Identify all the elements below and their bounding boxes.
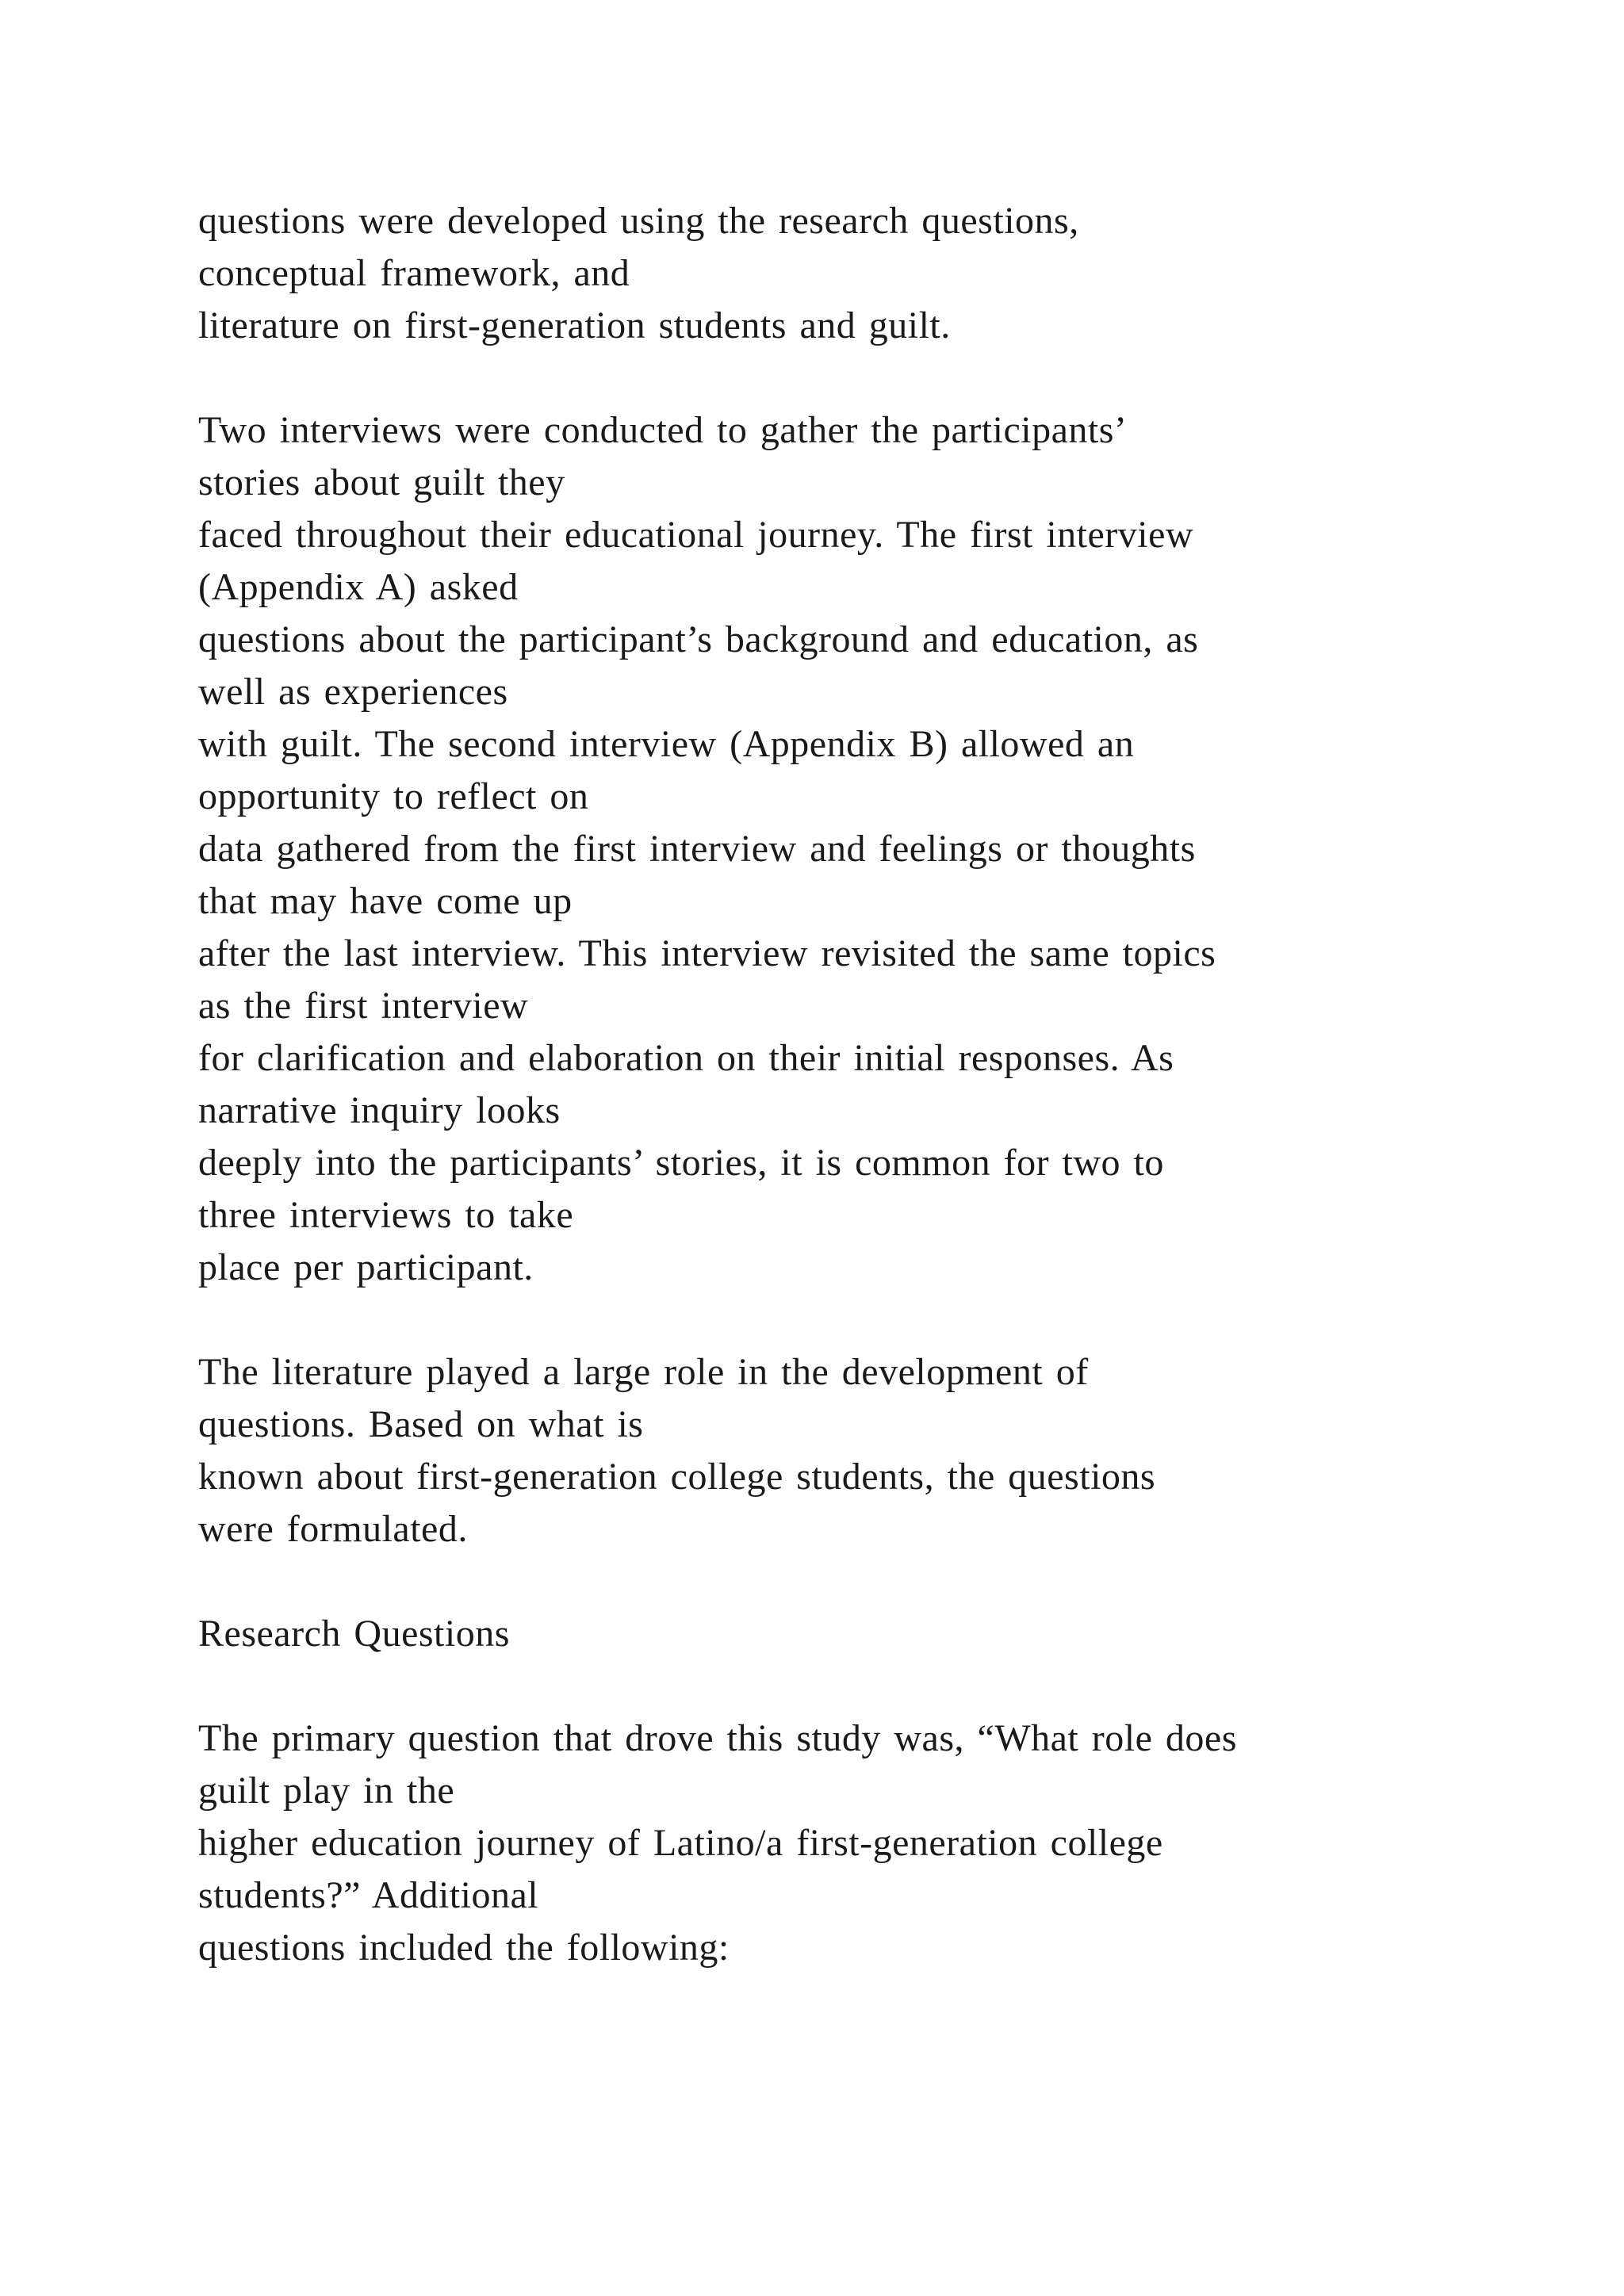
text-line: The literature played a large role in the development of: [198, 1351, 1089, 1393]
text-line: place per participant.: [198, 1246, 534, 1288]
text-line: The primary question that drove this study was, “What role does: [198, 1717, 1237, 1759]
paragraph-gap: [198, 1556, 1467, 1608]
text-line: narrative inquiry looks: [198, 1089, 561, 1131]
text-line: opportunity to reflect on: [198, 775, 589, 817]
text-line: known about first-generation college students, the questions: [198, 1456, 1156, 1498]
document-body: [198, 195, 1467, 1974]
paragraph: [198, 1346, 1467, 1556]
text-line: students?” Additional: [198, 1874, 539, 1916]
text-line: Research Questions: [198, 1613, 510, 1655]
text-line: questions were developed using the research questions,: [198, 200, 1079, 242]
text-line: questions included the following:: [198, 1927, 730, 1969]
text-line: Two interviews were conducted to gather the participants’: [198, 409, 1128, 451]
text-line: that may have come up: [198, 880, 573, 922]
section-heading: [198, 1608, 1467, 1660]
text-line: after the last interview. This interview revisited the same topics: [198, 932, 1216, 974]
text-line: (Appendix A) asked: [198, 566, 519, 608]
paragraph-gap: [198, 352, 1467, 404]
text-line: data gathered from the first interview and feelings or thoughts: [198, 828, 1196, 870]
text-line: literature on first-generation students and guilt.: [198, 304, 951, 346]
paragraph: [198, 404, 1467, 1294]
text-line: deeply into the participants’ stories, it is common for two to: [198, 1142, 1164, 1184]
text-line: were formulated.: [198, 1508, 468, 1550]
text-line: faced throughout their educational journey. The first interview: [198, 514, 1194, 556]
paragraph-gap: [198, 1660, 1467, 1712]
text-line: as the first interview: [198, 985, 529, 1027]
text-line: guilt play in the: [198, 1770, 455, 1812]
text-line: with guilt. The second interview (Appendix B) allowed an: [198, 723, 1135, 765]
text-line: well as experiences: [198, 671, 508, 713]
text-line: questions. Based on what is: [198, 1403, 644, 1445]
text-line: higher education journey of Latino/a first-generation college: [198, 1822, 1163, 1864]
text-line: questions about the participant’s background and education, as: [198, 618, 1199, 660]
text-line: conceptual framework, and: [198, 252, 630, 294]
text-line: stories about guilt they: [198, 461, 565, 503]
paragraph: [198, 1712, 1467, 1974]
paragraph-gap: [198, 1294, 1467, 1346]
text-line: three interviews to take: [198, 1194, 574, 1236]
text-line: for clarification and elaboration on their initial responses. As: [198, 1037, 1174, 1079]
paragraph: [198, 195, 1467, 352]
